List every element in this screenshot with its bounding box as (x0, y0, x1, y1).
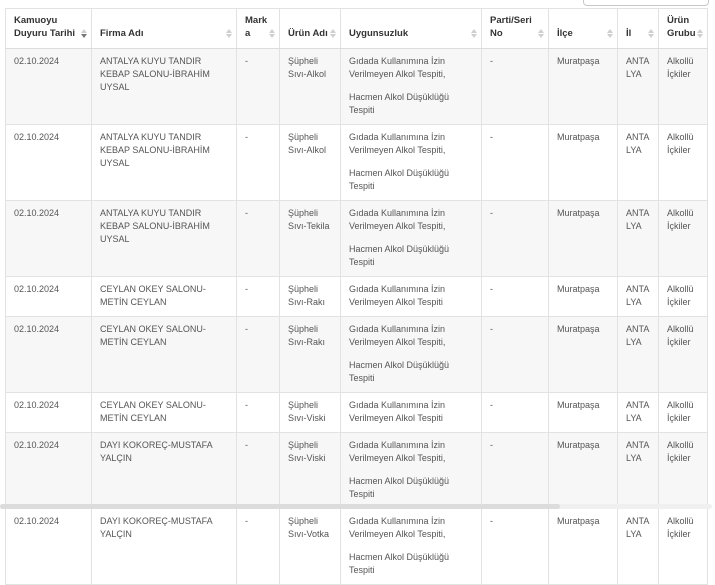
nonconformity-paragraph: Gıdada Kullanımına İzin Verilmeyen Alkol Tespiti (349, 400, 446, 423)
search-input[interactable] (583, 0, 709, 6)
column-header-product-group[interactable] (659, 9, 708, 49)
cell-nonconformity (341, 393, 482, 433)
cell-announce-date: 02.10.2024 (6, 125, 92, 201)
cell-province: ANTALYA (618, 509, 659, 585)
column-header-district[interactable] (549, 9, 618, 49)
nonconformity-paragraph: Hacmen Alkol Düşüklüğü Tespiti (349, 244, 450, 267)
column-header-province[interactable] (618, 9, 659, 49)
nonconformity-paragraph: Gıdada Kullanımına İzin Verilmeyen Alkol Tespiti, (349, 208, 446, 231)
cell-batch-serial: - (482, 125, 549, 201)
cell-nonconformity (341, 509, 482, 585)
cell-product-group: Alkollü İçkiler (659, 277, 708, 317)
cell-announce-date: 02.10.2024 (6, 509, 92, 585)
cell-product-group: Alkollü İçkiler (659, 393, 708, 433)
sort-icon[interactable] (538, 29, 544, 38)
cell-brand: - (237, 277, 280, 317)
table-header (6, 9, 708, 49)
cell-nonconformity (341, 277, 482, 317)
column-header-nonconformity[interactable] (341, 9, 482, 49)
cell-firm-name: DAYI KOKOREÇ-MUSTAFA YALÇIN (92, 509, 237, 585)
cell-product-name: Şüpheli Sıvı-Viski (280, 433, 341, 509)
cell-firm-name: ANTALYA KUYU TANDIR KEBAP SALONU-İBRAHİM UYSAL (92, 201, 237, 277)
cell-batch-serial: - (482, 393, 549, 433)
cell-product-group: Alkollü İçkiler (659, 317, 708, 393)
column-header-label: Kamuoyu Duyuru Tarihi (14, 15, 76, 39)
cell-province: ANTALYA (618, 49, 659, 125)
cell-product-group: Alkollü İçkiler (659, 433, 708, 509)
horizontal-scrollbar[interactable] (0, 504, 712, 509)
cell-firm-name: ANTALYA KUYU TANDIR KEBAP SALONU-İBRAHİM UYSAL (92, 125, 237, 201)
cell-nonconformity (341, 49, 482, 125)
sort-icon[interactable] (81, 29, 87, 38)
nonconformity-paragraph: Gıdada Kullanımına İzin Verilmeyen Alkol Tespiti, (349, 516, 446, 539)
nonconformity-paragraph: Gıdada Kullanımına İzin Verilmeyen Alkol Tespiti (349, 284, 446, 307)
nonconformity-paragraph: Gıdada Kullanımına İzin Verilmeyen Alkol Tespiti, (349, 324, 446, 347)
column-header-label: Uygunsuzluk (349, 28, 409, 39)
sort-icon[interactable] (471, 29, 477, 38)
column-header-label: İl (626, 28, 632, 39)
cell-district: Muratpaşa (549, 393, 618, 433)
cell-product-group: Alkollü İçkiler (659, 509, 708, 585)
column-header-batch-serial[interactable] (482, 9, 549, 49)
nonconformity-paragraph: Hacmen Alkol Düşüklüğü Tespiti (349, 360, 450, 383)
cell-district: Muratpaşa (549, 49, 618, 125)
cell-district: Muratpaşa (549, 509, 618, 585)
cell-product-name: Şüpheli Sıvı-Alkol (280, 125, 341, 201)
nonconformity-paragraph: Gıdada Kullanımına İzin Verilmeyen Alkol Tespiti, (349, 132, 446, 155)
column-header-label: Firma Adı (100, 28, 144, 39)
nonconformity-paragraph: Gıdada Kullanımına İzin Verilmeyen Alkol Tespiti, (349, 440, 446, 463)
public-announcement-table (5, 8, 708, 585)
cell-announce-date: 02.10.2024 (6, 317, 92, 393)
column-header-label: Marka (245, 15, 268, 39)
table-row (6, 317, 708, 393)
cell-product-name: Şüpheli Sıvı-Rakı (280, 277, 341, 317)
cell-province: ANTALYA (618, 201, 659, 277)
cell-firm-name: CEYLAN OKEY SALONU-METİN CEYLAN (92, 317, 237, 393)
column-header-label: Ürün Grubu (667, 15, 696, 39)
cell-announce-date: 02.10.2024 (6, 201, 92, 277)
cell-product-name: Şüpheli Sıvı-Rakı (280, 317, 341, 393)
cell-announce-date: 02.10.2024 (6, 393, 92, 433)
cell-brand: - (237, 201, 280, 277)
column-header-announce-date[interactable] (6, 9, 92, 49)
cell-nonconformity (341, 201, 482, 277)
column-header-firm-name[interactable] (92, 9, 237, 49)
cell-nonconformity (341, 317, 482, 393)
table-row (6, 433, 708, 509)
cell-batch-serial: - (482, 49, 549, 125)
column-header-label: Ürün Adı (288, 28, 328, 39)
cell-nonconformity (341, 433, 482, 509)
cell-brand: - (237, 125, 280, 201)
nonconformity-paragraph: Hacmen Alkol Düşüklüğü Tespiti (349, 552, 450, 575)
cell-firm-name: CEYLAN OKEY SALONU-METİN CEYLAN (92, 393, 237, 433)
nonconformity-paragraph: Hacmen Alkol Düşüklüğü Tespiti (349, 476, 450, 499)
sort-icon[interactable] (330, 29, 336, 38)
cell-announce-date: 02.10.2024 (6, 49, 92, 125)
cell-firm-name: ANTALYA KUYU TANDIR KEBAP SALONU-İBRAHİM UYSAL (92, 49, 237, 125)
sort-icon[interactable] (226, 29, 232, 38)
cell-product-group: Alkollü İçkiler (659, 201, 708, 277)
table-row (6, 509, 708, 585)
cell-district: Muratpaşa (549, 317, 618, 393)
cell-product-name: Şüpheli Sıvı-Tekila (280, 201, 341, 277)
cell-announce-date: 02.10.2024 (6, 433, 92, 509)
horizontal-scrollbar-thumb[interactable] (0, 504, 560, 509)
cell-brand: - (237, 509, 280, 585)
cell-province: ANTALYA (618, 125, 659, 201)
cell-district: Muratpaşa (549, 125, 618, 201)
cell-district: Muratpaşa (549, 433, 618, 509)
cell-product-name: Şüpheli Sıvı-Viski (280, 393, 341, 433)
cell-brand: - (237, 393, 280, 433)
sort-icon[interactable] (607, 29, 613, 38)
cell-firm-name: DAYI KOKOREÇ-MUSTAFA YALÇIN (92, 433, 237, 509)
nonconformity-paragraph: Hacmen Alkol Düşüklüğü Tespiti (349, 168, 450, 191)
sort-icon[interactable] (648, 29, 654, 38)
cell-batch-serial: - (482, 433, 549, 509)
cell-province: ANTALYA (618, 277, 659, 317)
nonconformity-paragraph: Gıdada Kullanımına İzin Verilmeyen Alkol Tespiti, (349, 56, 446, 79)
cell-brand: - (237, 317, 280, 393)
cell-province: ANTALYA (618, 317, 659, 393)
sort-icon[interactable] (269, 29, 275, 38)
column-header-label: İlçe (557, 28, 573, 39)
cell-nonconformity (341, 125, 482, 201)
cell-batch-serial: - (482, 509, 549, 585)
cell-product-name: Şüpheli Sıvı-Alkol (280, 49, 341, 125)
cell-product-name: Şüpheli Sıvı-Votka (280, 509, 341, 585)
cell-batch-serial: - (482, 201, 549, 277)
column-header-label: Parti/Seri No (490, 15, 532, 39)
cell-firm-name: CEYLAN OKEY SALONU-METİN CEYLAN (92, 277, 237, 317)
table-row (6, 49, 708, 125)
table-row (6, 393, 708, 433)
cell-district: Muratpaşa (549, 201, 618, 277)
table-row (6, 125, 708, 201)
cell-batch-serial: - (482, 317, 549, 393)
table-row (6, 277, 708, 317)
cell-product-group: Alkollü İçkiler (659, 125, 708, 201)
cell-brand: - (237, 433, 280, 509)
table-row (6, 201, 708, 277)
cell-province: ANTALYA (618, 393, 659, 433)
cell-province: ANTALYA (618, 433, 659, 509)
cell-product-group: Alkollü İçkiler (659, 49, 708, 125)
cell-district: Muratpaşa (549, 277, 618, 317)
cell-brand: - (237, 49, 280, 125)
cell-announce-date: 02.10.2024 (6, 277, 92, 317)
column-header-brand[interactable] (237, 9, 280, 49)
column-header-product-name[interactable] (280, 9, 341, 49)
nonconformity-paragraph: Hacmen Alkol Düşüklüğü Tespiti (349, 92, 450, 115)
cell-batch-serial: - (482, 277, 549, 317)
sort-icon[interactable] (697, 29, 703, 38)
